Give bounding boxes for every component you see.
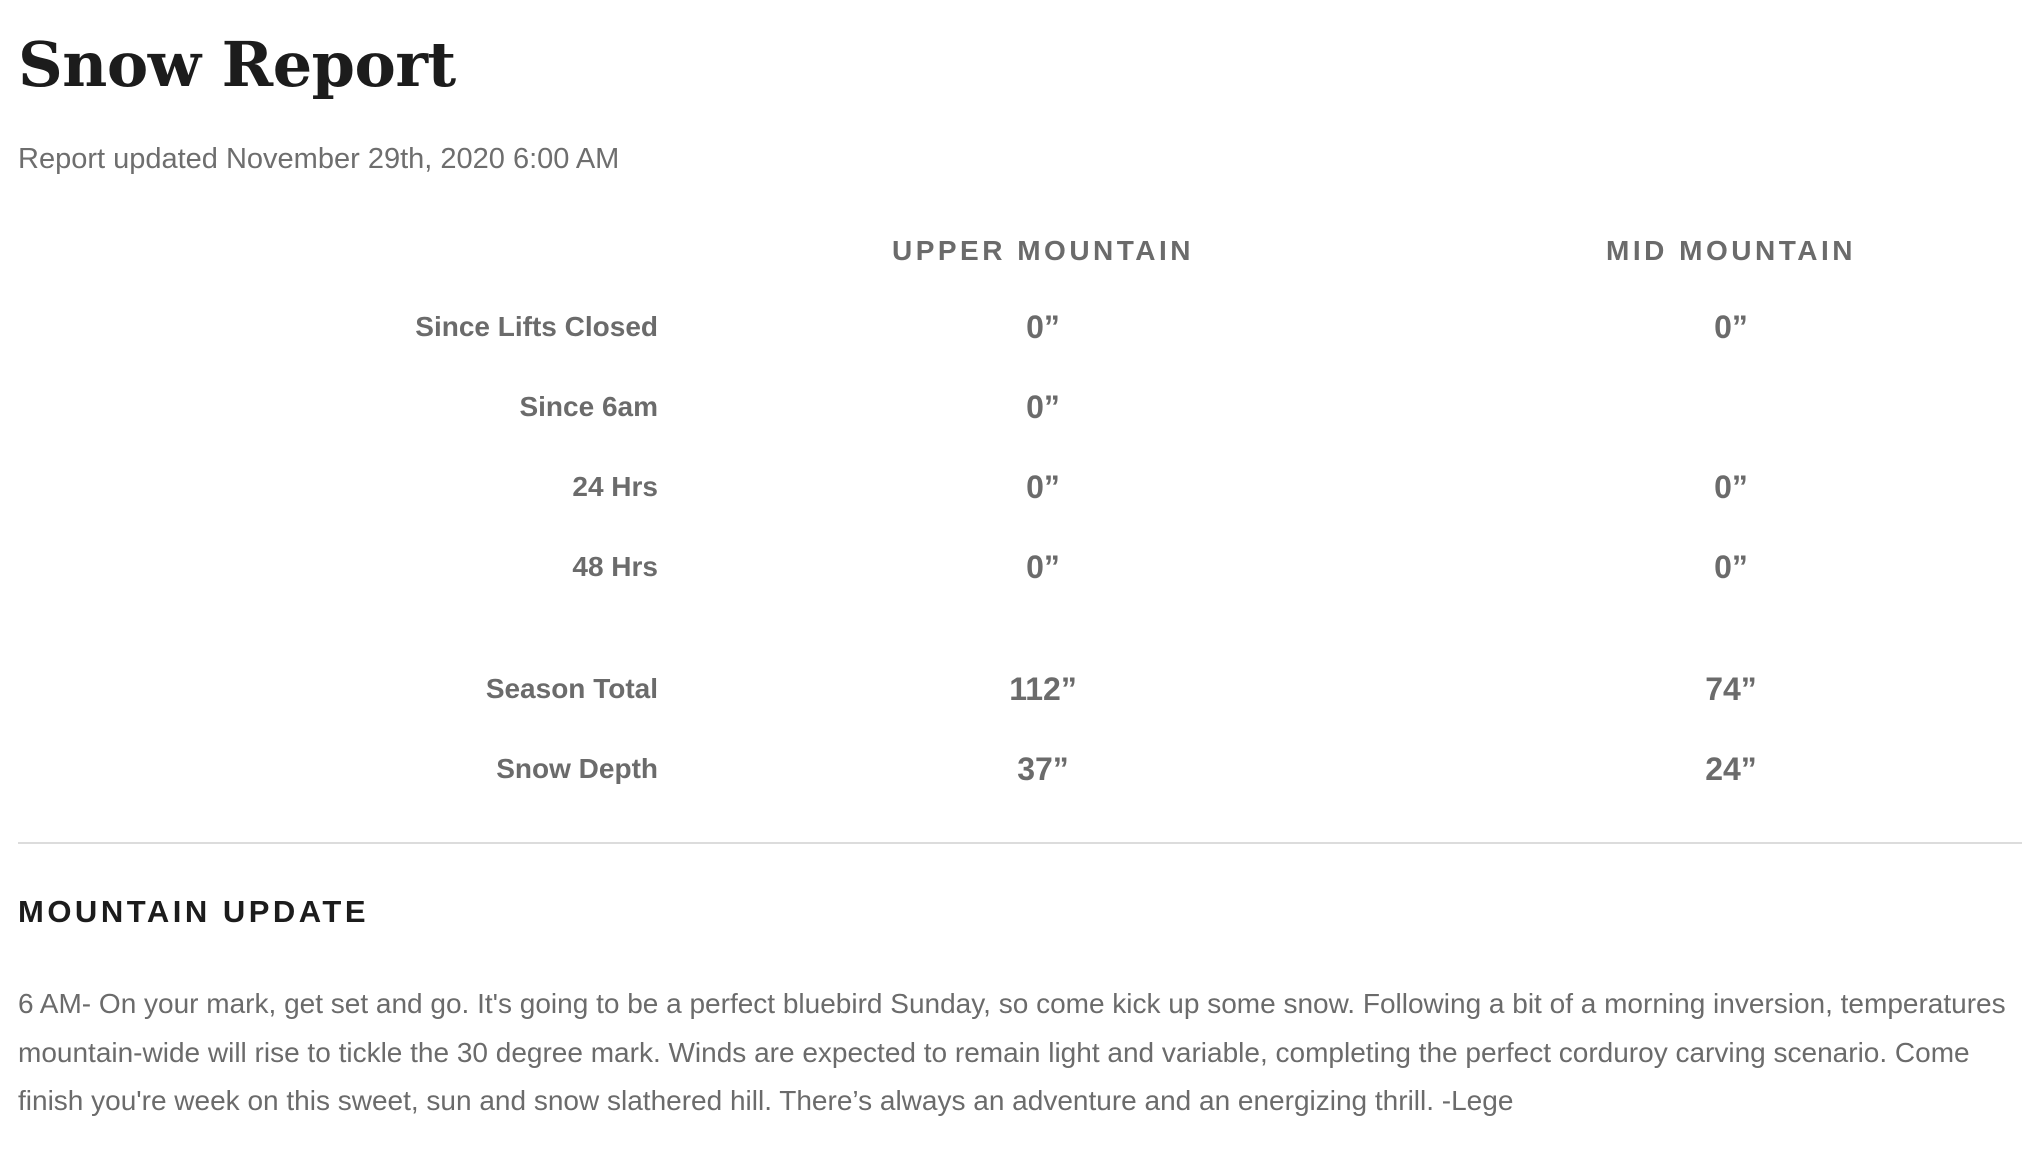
- snow-report-page: [18, 0, 2022, 1170]
- row-label: Snow Depth: [496, 753, 658, 784]
- mid-mountain-value: 0”: [1714, 549, 1748, 585]
- mid-mountain-value: 74”: [1705, 671, 1757, 707]
- row-label: 48 Hrs: [572, 551, 658, 582]
- upper-mountain-value: 37”: [1017, 751, 1069, 787]
- upper-mountain-value: 0”: [1026, 389, 1060, 425]
- row-label: Season Total: [485, 673, 658, 704]
- column-header-upper-mountain: UPPER MOUNTAIN: [891, 235, 1195, 266]
- table-row-season-total: [18, 669, 2022, 709]
- page-title: Snow Report: [18, 28, 456, 101]
- upper-mountain-value: 0”: [1026, 469, 1060, 505]
- row-label: 24 Hrs: [572, 471, 658, 502]
- mid-mountain-value: 0”: [1714, 309, 1748, 345]
- table-row-24-hrs: [18, 467, 2022, 507]
- mountain-update-heading: MOUNTAIN UPDATE: [18, 894, 369, 929]
- table-row-snow-depth: [18, 749, 2022, 789]
- mid-mountain-value: 24”: [1705, 751, 1757, 787]
- mountain-update-text: 6 AM- On your mark, get set and go. It's going to be a perfect bluebird Sunday, so come kick up some snow. Following a bit of a morning inversion, temperatures mountain-wide will rise to tickle the 30 degree mark. Winds are expected to remain light and variable, completing the perfect corduroy carving scenario. Come finish you're week on this sweet, sun and snow slathered hill. There’s always an adventure and an energizing thrill. -Lege: [18, 988, 2006, 1116]
- table-row-48-hrs: [18, 547, 2022, 587]
- row-label: Since Lifts Closed: [415, 311, 658, 342]
- report-updated-timestamp: Report updated November 29th, 2020 6:00 AM: [18, 143, 620, 175]
- table-row-since-lifts-closed: [18, 307, 2022, 347]
- section-divider: [18, 842, 2022, 844]
- upper-mountain-value: 112”: [1009, 671, 1077, 707]
- upper-mountain-value: 0”: [1026, 309, 1060, 345]
- row-label: Since 6am: [519, 391, 658, 422]
- column-header-mid-mountain: MID MOUNTAIN: [1606, 235, 1856, 266]
- table-row-since-6am: [18, 387, 2022, 427]
- upper-mountain-value: 0”: [1026, 549, 1060, 585]
- mid-mountain-value: 0”: [1714, 469, 1748, 505]
